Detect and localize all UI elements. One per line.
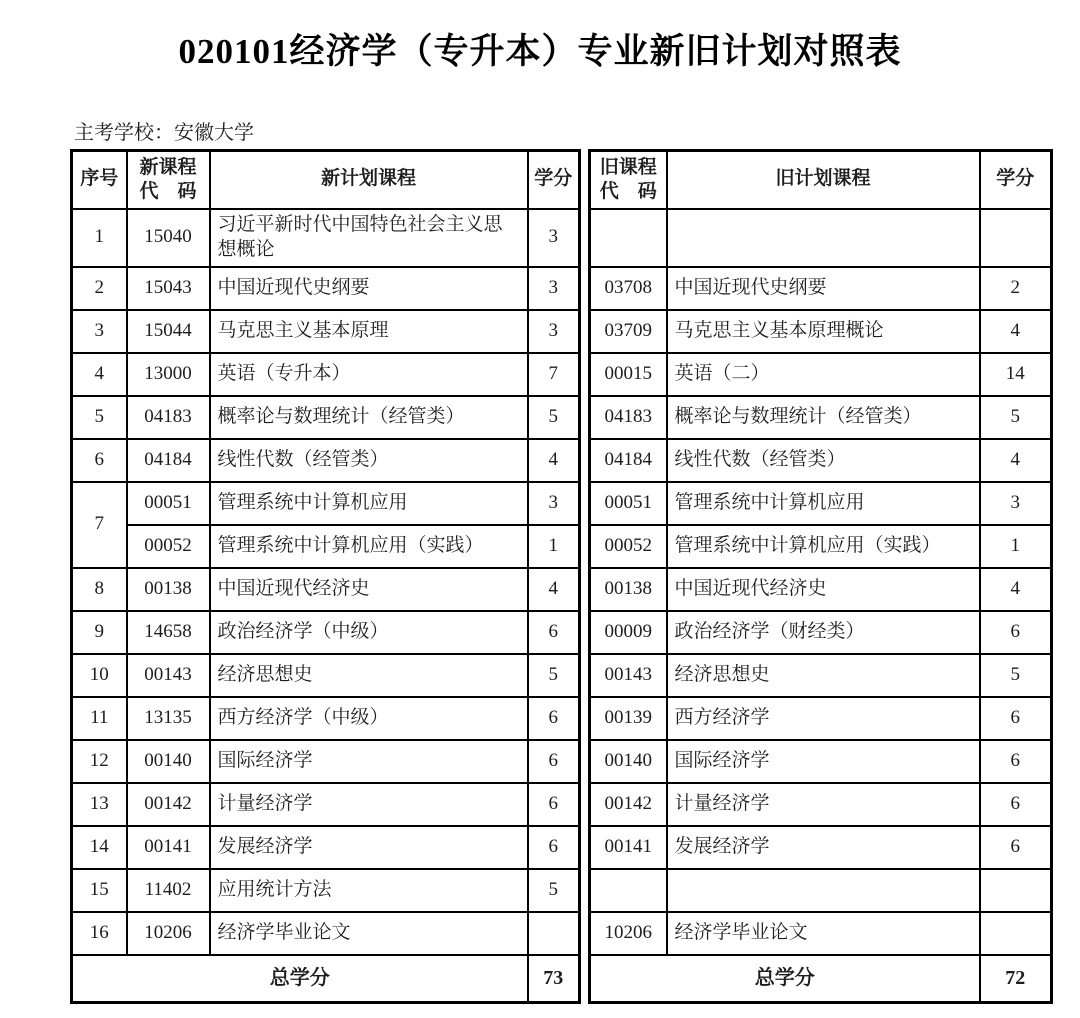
cell-old-code: 00052 [590,525,667,568]
cell-new-code: 11402 [127,869,210,912]
table-row [72,783,580,826]
cell-new-course: 国际经济学 [210,740,528,783]
cell-new-credit: 3 [528,482,580,525]
table-row [590,525,1052,568]
cell-old-code [590,209,667,267]
cell-seq: 14 [72,826,127,869]
table-row [72,353,580,396]
table-row [590,396,1052,439]
cell-seq: 11 [72,697,127,740]
cell-new-code: 15044 [127,310,210,353]
table-row [72,267,580,310]
table-row [72,310,580,353]
cell-new-course: 西方经济学（中级） [210,697,528,740]
cell-new-credit: 3 [528,267,580,310]
cell-new-credit: 5 [528,654,580,697]
cell-new-credit: 3 [528,310,580,353]
table-row [590,697,1052,740]
new-plan-table [70,149,581,1004]
cell-old-code [590,869,667,912]
cell-old-code: 10206 [590,912,667,955]
table-row [590,740,1052,783]
cell-new-credit: 7 [528,353,580,396]
cell-old-code: 00139 [590,697,667,740]
cell-old-credit: 2 [980,267,1052,310]
cell-new-credit: 6 [528,611,580,654]
col-header-new-credit: 学分 [528,151,580,209]
table-row [72,654,580,697]
cell-old-code: 00140 [590,740,667,783]
table-row [72,740,580,783]
cell-new-course: 经济学毕业论文 [210,912,528,955]
table-row [72,568,580,611]
table-row [590,611,1052,654]
col-header-new-code-line1: 新课程 [139,157,197,178]
cell-old-course: 概率论与数理统计（经管类） [667,396,980,439]
cell-old-code: 03709 [590,310,667,353]
cell-old-credit: 6 [980,783,1052,826]
header-row [72,151,580,209]
cell-old-credit: 6 [980,611,1052,654]
cell-seq: 4 [72,353,127,396]
cell-seq: 16 [72,912,127,955]
cell-seq: 6 [72,439,127,482]
table-row [72,912,580,955]
cell-new-code: 15040 [127,209,210,267]
table-row [590,783,1052,826]
cell-new-course: 经济思想史 [210,654,528,697]
cell-old-credit: 6 [980,826,1052,869]
examiner-school: 主考学校：安徽大学 [74,122,254,144]
cell-old-course: 管理系统中计算机应用 [667,482,980,525]
header-row [590,151,1052,209]
old-plan-table [588,149,1053,1004]
page-title: 020101经济学（专升本）专业新旧计划对照表 [178,32,902,71]
cell-new-code: 00142 [127,783,210,826]
cell-seq: 3 [72,310,127,353]
cell-new-course: 概率论与数理统计（经管类） [210,396,528,439]
table-row [72,826,580,869]
cell-new-credit: 4 [528,568,580,611]
cell-seq: 5 [72,396,127,439]
cell-old-course: 英语（二） [667,353,980,396]
cell-old-code: 03708 [590,267,667,310]
cell-old-credit [980,209,1052,267]
col-header-seq: 序号 [72,151,127,209]
cell-old-course: 国际经济学 [667,740,980,783]
cell-old-code: 00143 [590,654,667,697]
cell-new-course: 应用统计方法 [210,869,528,912]
cell-old-course [667,209,980,267]
table-row [72,525,580,568]
table-row [590,912,1052,955]
table-row [590,439,1052,482]
cell-new-code: 00140 [127,740,210,783]
cell-new-course: 中国近现代经济史 [210,568,528,611]
cell-old-credit: 6 [980,740,1052,783]
cell-old-credit [980,869,1052,912]
cell-old-course [667,869,980,912]
cell-old-course: 政治经济学（财经类） [667,611,980,654]
cell-new-code: 10206 [127,912,210,955]
cell-new-course: 习近平新时代中国特色社会主义思想概论 [210,209,528,267]
cell-old-credit: 5 [980,396,1052,439]
cell-old-credit: 4 [980,568,1052,611]
cell-seq: 2 [72,267,127,310]
col-header-old-code-line1: 旧课程 [599,157,657,178]
cell-old-code: 00141 [590,826,667,869]
cell-old-course: 计量经济学 [667,783,980,826]
col-header-old-credit: 学分 [980,151,1052,209]
table-row [72,697,580,740]
cell-old-credit: 1 [980,525,1052,568]
cell-new-course: 马克思主义基本原理 [210,310,528,353]
cell-new-course: 管理系统中计算机应用 [210,482,528,525]
table-row [72,869,580,912]
cell-new-course: 线性代数（经管类） [210,439,528,482]
table-row [590,209,1052,267]
col-header-old-code-line2: 代 码 [599,180,657,202]
cell-old-course: 管理系统中计算机应用（实践） [667,525,980,568]
cell-old-credit: 6 [980,697,1052,740]
col-header-old-code [590,151,667,209]
table-row [72,611,580,654]
cell-old-credit: 4 [980,439,1052,482]
table-row [590,482,1052,525]
table-row [590,267,1052,310]
cell-new-code: 00143 [127,654,210,697]
cell-old-course: 线性代数（经管类） [667,439,980,482]
cell-old-course: 中国近现代经济史 [667,568,980,611]
total-credits-old: 72 [980,955,1052,1003]
cell-old-course: 西方经济学 [667,697,980,740]
total-credits-new: 73 [528,955,580,1003]
cell-new-credit: 4 [528,439,580,482]
table-row [72,482,580,525]
table-row [590,654,1052,697]
cell-old-code: 04183 [590,396,667,439]
col-header-new-code-line2: 代 码 [139,180,197,202]
cell-new-course: 发展经济学 [210,826,528,869]
cell-new-code: 15043 [127,267,210,310]
table-row [590,568,1052,611]
table-row [72,439,580,482]
cell-new-credit [528,912,580,955]
cell-old-course: 经济思想史 [667,654,980,697]
cell-new-credit: 3 [528,209,580,267]
table-row [72,396,580,439]
cell-new-code: 00138 [127,568,210,611]
cell-old-course: 中国近现代史纲要 [667,267,980,310]
col-header-new-course: 新计划课程 [210,151,528,209]
table-row [590,310,1052,353]
table-row [590,353,1052,396]
cell-old-course: 发展经济学 [667,826,980,869]
cell-new-code: 04184 [127,439,210,482]
total-row [72,955,580,1003]
cell-new-credit: 6 [528,740,580,783]
cell-new-code: 13000 [127,353,210,396]
cell-new-credit: 1 [528,525,580,568]
cell-seq: 9 [72,611,127,654]
cell-old-course: 经济学毕业论文 [667,912,980,955]
cell-new-credit: 5 [528,869,580,912]
cell-seq: 13 [72,783,127,826]
cell-new-course: 政治经济学（中级） [210,611,528,654]
cell-new-credit: 6 [528,783,580,826]
cell-new-course: 计量经济学 [210,783,528,826]
cell-old-credit [980,912,1052,955]
cell-old-code: 00015 [590,353,667,396]
cell-seq: 15 [72,869,127,912]
table-row [72,209,580,267]
col-header-new-code [127,151,210,209]
cell-seq: 8 [72,568,127,611]
cell-old-code: 00009 [590,611,667,654]
cell-new-credit: 6 [528,826,580,869]
cell-new-credit: 6 [528,697,580,740]
cell-new-course: 英语（专升本） [210,353,528,396]
table-row [590,826,1052,869]
comparison-tables [70,149,1080,1004]
cell-new-code: 14658 [127,611,210,654]
cell-new-code: 04183 [127,396,210,439]
cell-old-course: 马克思主义基本原理概论 [667,310,980,353]
cell-old-code: 00138 [590,568,667,611]
cell-seq: 10 [72,654,127,697]
cell-new-code: 00141 [127,826,210,869]
cell-seq: 7 [72,482,127,568]
table-row [590,869,1052,912]
cell-new-course: 中国近现代史纲要 [210,267,528,310]
col-header-old-course: 旧计划课程 [667,151,980,209]
cell-new-code: 00051 [127,482,210,525]
cell-new-code: 00052 [127,525,210,568]
cell-old-credit: 4 [980,310,1052,353]
cell-old-code: 04184 [590,439,667,482]
cell-seq: 12 [72,740,127,783]
cell-old-credit: 3 [980,482,1052,525]
cell-new-code: 13135 [127,697,210,740]
cell-old-code: 00051 [590,482,667,525]
cell-new-credit: 5 [528,396,580,439]
cell-old-code: 00142 [590,783,667,826]
total-row [590,955,1052,1003]
cell-old-credit: 5 [980,654,1052,697]
total-label: 总学分 [590,955,980,1003]
cell-seq: 1 [72,209,127,267]
total-label: 总学分 [72,955,528,1003]
cell-new-course: 管理系统中计算机应用（实践） [210,525,528,568]
cell-old-credit: 14 [980,353,1052,396]
